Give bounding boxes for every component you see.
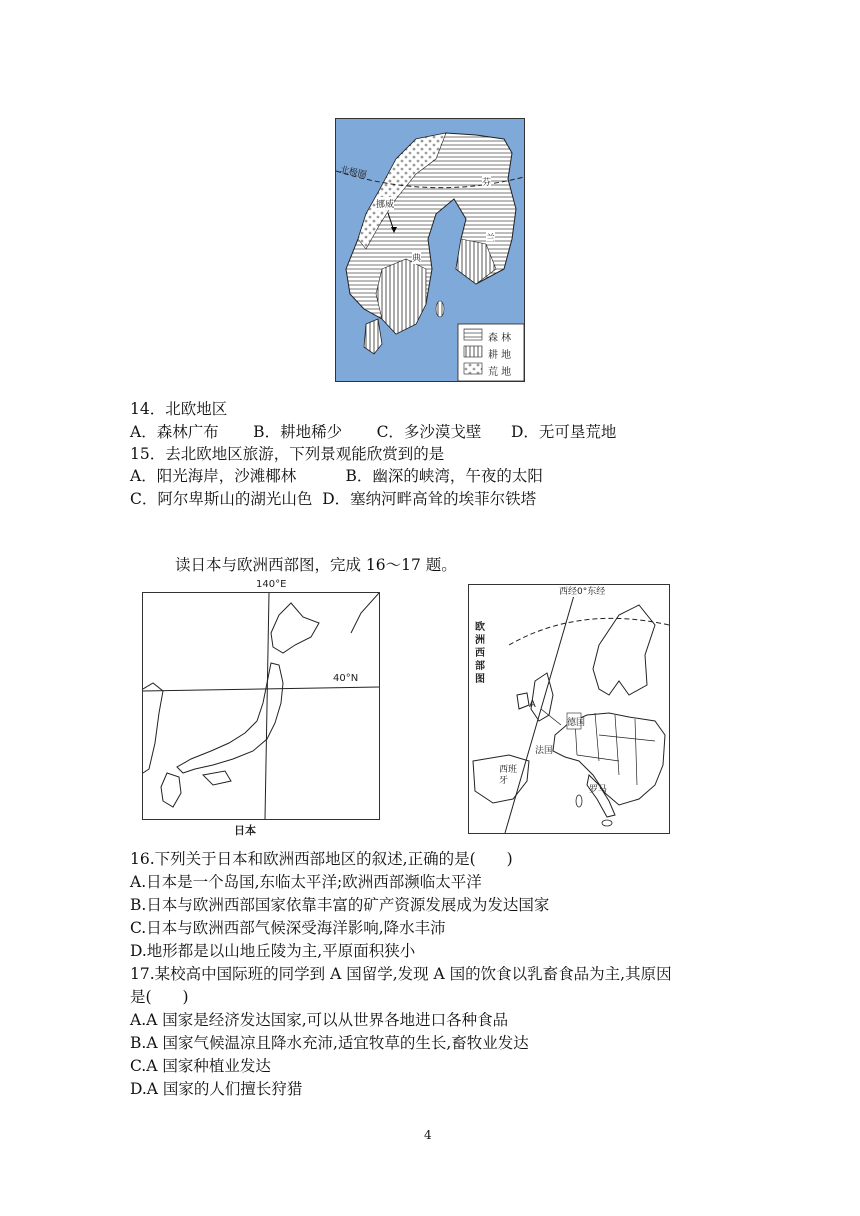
q15-options-line2: C．阿尔卑斯山的湖光山色 D．塞纳河畔高耸的埃菲尔铁塔 (130, 490, 537, 508)
meridian-label: 西经0°东经 (559, 584, 605, 597)
page-number: 4 (424, 1128, 432, 1142)
q14-question: 14．北欧地区 (130, 400, 228, 418)
q17-option-c: C.A 国家种植业发达 (130, 1057, 271, 1075)
q17-question-line2: 是( ) (130, 988, 189, 1006)
latitude-label: 40°N (333, 673, 359, 684)
spain-label: 西班牙 (499, 765, 518, 786)
q14-options: A．森林广布 B．耕地稀少 C．多沙漠戈壁 D．无可垦荒地 (130, 423, 617, 441)
q17-option-d: D.A 国家的人们擅长狩猎 (130, 1080, 303, 1098)
europe-map-title: 欧洲西部图 (475, 622, 485, 685)
western-europe-map (468, 584, 670, 834)
q16-option-b: B.日本与欧洲西部国家依靠丰富的矿产资源发展成为发达国家 (130, 896, 550, 914)
japan-map-graphic (143, 593, 379, 819)
germany-label: 德国 (567, 718, 586, 728)
q16-option-a: A.日本是一个岛国,东临太平洋;欧洲西部濒临太平洋 (130, 873, 482, 891)
q17-question-line1: 17.某校高中国际班的同学到 A 国留学,发现 A 国的饮食以乳畜食品为主,其原因 (130, 965, 672, 983)
rome-label: 罗马 (589, 785, 608, 795)
finland-label-top: 芬 (482, 175, 491, 188)
q16-option-c: C.日本与欧洲西部气候深受海洋影响,降水丰沛 (130, 919, 446, 937)
norway-label: 挪威 (376, 197, 394, 210)
western-europe-map-graphic (469, 585, 669, 833)
q15-question: 15．去北欧地区旅游，下列景观能欣赏到的是 (130, 445, 445, 463)
northern-europe-map (335, 118, 525, 382)
france-label: 法国 (535, 746, 554, 756)
japan-map-caption: 日本 (234, 824, 256, 837)
q16-question: 16.下列关于日本和欧洲西部地区的叙述,正确的是( ) (130, 850, 513, 868)
q15-options-line1: A．阳光海岸，沙滩椰林 B．幽深的峡湾，午夜的太阳 (130, 467, 543, 485)
q17-option-b: B.A 国家气候温凉且降水充沛,适宜牧草的生长,畜牧业发达 (130, 1034, 529, 1052)
q17-option-a: A.A 国家是经济发达国家,可以从世界各地进口各种食品 (130, 1011, 509, 1029)
finland-label-mid: 兰 (486, 231, 495, 244)
country-a-label: A (529, 699, 536, 710)
legend-forest-label: 森 林 (488, 333, 512, 344)
sweden-label: 典 (412, 251, 421, 264)
longitude-label: 140°E (256, 579, 287, 590)
arctic-circle-label: 北极圈 (338, 165, 368, 181)
legend-wasteland-label: 荒 地 (488, 367, 512, 378)
japan-map (142, 592, 380, 820)
intro-text: 读日本与欧洲西部图，完成 16～17 题。 (175, 556, 457, 574)
legend-farmland-label: 耕 地 (488, 350, 512, 361)
q16-option-d: D.地形都是以山地丘陵为主,平原面积狭小 (130, 942, 416, 960)
